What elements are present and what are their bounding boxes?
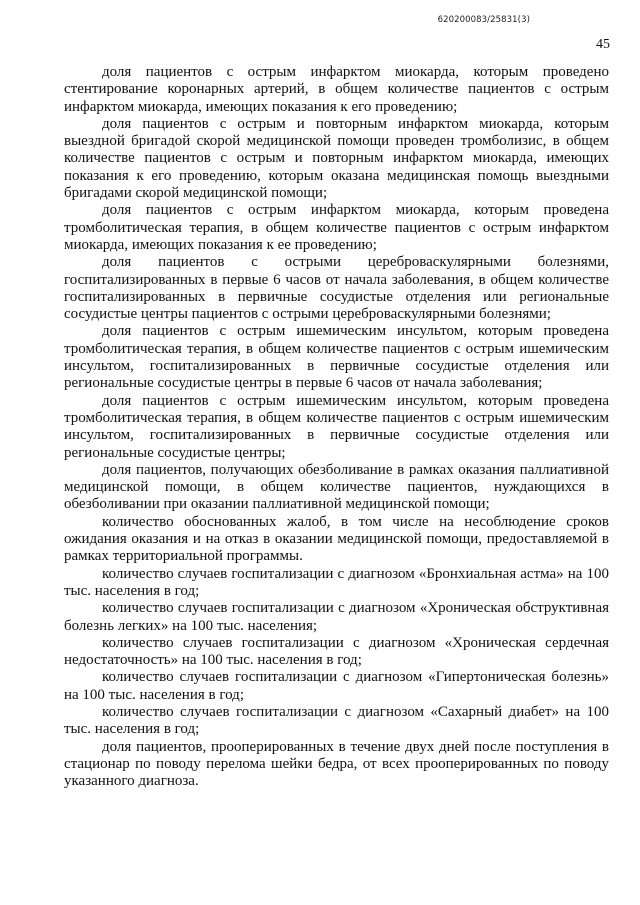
document-body [64,64,609,790]
paragraph-stroke-thrombolysis: доля пациентов с острым ишемическим инсультом, которым проведена тромболитическая терапия, в общем количестве пациентов с острым ишемическим инсультом, госпитализированных в первичные сосудистые отделения или региональные сосудистые центры; [64,392,609,461]
paragraph-palliative-analgesia: доля пациентов, получающих обезболивание в рамках оказания паллиативной медицинской помощи, в общем количестве пациентов, нуждающихся в обезболивании при оказании паллиативной медицинской помощи; [64,461,609,513]
paragraph-hypertension: количество случаев госпитализации с диагнозом «Гипертоническая болезнь» на 100 тыс. населения в год; [64,669,609,703]
paragraph-asthma: количество случаев госпитализации с диагнозом «Бронхиальная астма» на 100 тыс. населения в год; [64,565,609,599]
paragraph-hip-fracture: доля пациентов, прооперированных в течение двух дней после поступления в стационар по поводу перелома шейки бедра, от всех прооперированных по поводу указанного диагноза. [64,738,609,790]
paragraph-diabetes: количество случаев госпитализации с диагнозом «Сахарный диабет» на 100 тыс. населения в год; [64,703,609,738]
paragraph-complaints: количество обоснованных жалоб, в том числе на несоблюдение сроков ожидания оказания и на отказ в оказании медицинской помощи, предоставляемой в рамках территориальной программы. [64,513,609,565]
paragraph-copd: количество случаев госпитализации с диагнозом «Хроническая обструктивная болезнь легких» на 100 тыс. населения; [64,600,609,634]
page-number: 45 [596,37,610,52]
paragraph-stenting: доля пациентов с острым инфарктом миокарда, которым проведено стентирование коронарных артерий, в общем количестве пациентов с острым инфарктом миокарда, имеющих показания к его проведению; [64,64,609,115]
paragraph-thrombolytic-therapy-mi: доля пациентов с острым инфарктом миокарда, которым проведена тромболитическая терапия, в общем количестве пациентов с острым инфарктом миокарда, имеющих показания к ее проведению; [64,202,609,253]
paragraph-heart-failure: количество случаев госпитализации с диагнозом «Хроническая сердечная недостаточность» на 100 тыс. населения в год; [64,634,609,669]
paragraph-cerebrovascular-6h: доля пациентов с острыми цереброваскулярными болезнями, госпитализированных в первые 6 часов от начала заболевания, в общем количестве госпитализированных в первичные сосудистые отделения или региональные сосудистые центры пациентов с острыми цереброваскулярными болезнями; [64,254,609,323]
document-code: 620200083/25831(3) [437,15,530,25]
paragraph-thrombolysis-ambulance: доля пациентов с острым и повторным инфарктом миокарда, которым выездной бригадой скорой медицинской помощи проведен тромболизис, в общем количестве пациентов с острым и повторным инфарктом миокарда, имеющих показания к его проведению, которым оказана медицинская помощь выездными бригадами скорой медицинской помощи; [64,115,609,202]
paragraph-stroke-thrombolysis-6h: доля пациентов с острым ишемическим инсультом, которым проведена тромболитическая терапия, в общем количестве пациентов с острым ишемическим инсультом, госпитализированных в первичные сосудистые отделения или региональные сосудистые центры в первые 6 часов от начала заболевания; [64,323,609,392]
